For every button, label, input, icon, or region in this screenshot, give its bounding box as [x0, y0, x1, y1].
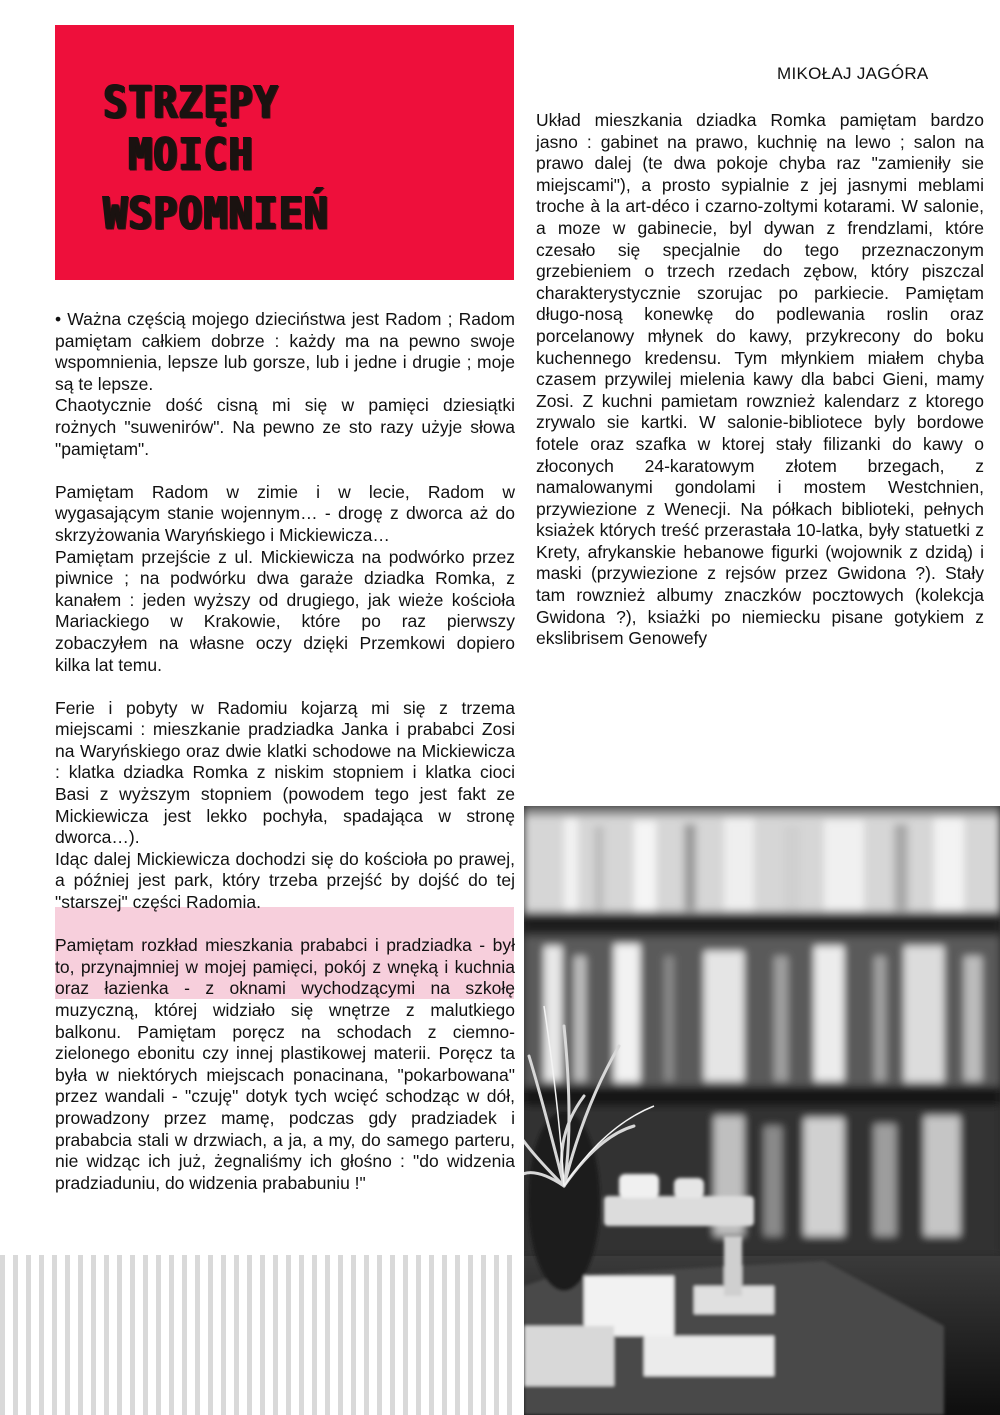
right-column [536, 110, 984, 650]
paragraph: Pamiętam przejście z ul. Mickiewicza na podwórko przez piwnice ; na podwórku dwa garaże dziadka Romka, z kanałem : jeden wyższy od drugiego, jak wieże kościoła Mariackiego w Krakowie, które po raz pierwszy zobaczyłem na własne oczy dzięki Przemkowi dopiero kilka lat temu. [55, 546, 515, 675]
left-column [55, 309, 515, 1194]
decorative-stripes [0, 1255, 515, 1415]
paragraph: • Ważna częścią mojego dzieciństwa jest Radom ; Radom pamiętam całkiem dobrze : każdy ma na pewno swoje wspomnienia, lepsze lub gorsze, lub i jedne i drugie ; moje są te lepsze. [55, 309, 515, 394]
library-photo-image [524, 806, 1000, 1415]
paragraph: Ferie i pobyty w Radomiu kojarzą mi się z trzema miejscami : mieszkanie pradziadka Janka i prababci Zosi na Waryńskiego oraz dwie klatki schodowe na Mickiewicza : klatka dziadka Romka z niskim stopniem i klatka cioci Basi z wyższym stopniem (powodem tego jest fakt ze Mickiewicza jest lekko pochyła, spadająca w stronę dworca…). [55, 697, 515, 848]
title-line-1: STRZĘPY [103, 77, 279, 129]
paragraph: Pamiętam Radom w zimie i w lecie, Radom w wygasającym stanie wojennym… - drogę z dworca aż do skrzyżowania Waryńskiego i Mickiewicza… [55, 481, 515, 545]
paragraph: Układ mieszkania dziadka Romka pamiętam bardzo jasno : gabinet na prawo, kuchnię na lewo ; salon na prawo dalej (te dwa pokoje chyba raz "zamieniły sie miejscami"), a prosto sypialnie z jej jasnymi meblami troche à la art-déco i czarno-zoltymi kotarami. W salonie, a moze w gabinecie, byl dywan z frendzlami, które czesało się specjalnie do tego przeznaczonym grzebieniem o trzech rzedach zębow, który piszczal charakterystycznie szorujac po parkiecie. Pamiętam długo-nosą konewkę do podlewania roslin oraz porcelanowy młynek do kawy, przykrecony do boku kuchennego kredensu. Tym młynkiem miałem chyba czasem przywilej mielenia kawy dla babci Gieni, mamy Zosi. Z kuchni pamietam rowznież kalendarz z ktorego zrywalo sie kartki. W salonie-bibliotece byly bordowe fotele oraz szafka w ktorej stały filizanki do kawy o złoconych 24-karatowym złotem brzegach, z namalowanymi gondolami i mostem Westchnien, przywiezione z Wenecji. Na półkach biblioteki, pełnych ksiażek których treść przerastała 10-latka, były statuetki z Krety, afrykanskie hebanowe figurki (wojownik z dzidą) i maski (przywiezione z rejsów przez Gwidona ?). Stały tam rowznież albumy znaczków pocztowych (kolekcja Gwidona ?), ksiażki po niemiecku pisane gotykiem z ekslibrisem Genowefy [536, 110, 984, 649]
library-photo [524, 806, 1000, 1415]
paragraph: Pamiętam rozkład mieszkania prababci i pradziadka - był to, przynajmniej w mojej pamięci, pokój z wnęką i kuchnia oraz łazienka - z oknami wychodzącymi na szkołę muzyczną, której widziało się wnętrze z malutkiego balkonu. Pamiętam poręcz na schodach z ciemno-zielonego ebonitu czy innej plastikowej materii. Poręcz ta była w niektórych miejscach ponacinana, "pokarbowana" przez wandali - "czuję" dotyk tych wcięć schodząc w dół, prowadzony przez mamę, podczas gdy pradziadek i prababcia stali w drzwiach, a ja, a my, do samego parteru, nie widząc ich już, żegnaliśmy ich głośno : "do widzenia pradziaduniu, do widzenia prababuniu !" [55, 935, 515, 1193]
title-line-2: MOICH [103, 129, 254, 181]
author-name: MIKOŁAJ JAGÓRA [777, 64, 929, 83]
paragraph: Chaotycznie dość cisną mi się w pamięci dziesiątki rożnych "suwenirów". Na pewno ze sto razy użyje słowa "pamiętam". [55, 395, 515, 459]
paragraph: Idąc dalej Mickiewicza dochodzi się do kościoła po prawej, a później jest park, który trzeba przejść by dojść do tej "starszej" części Radomia. [55, 848, 515, 913]
title-line-3: WSPOMNIEŃ [103, 188, 329, 240]
title-block [55, 25, 514, 280]
